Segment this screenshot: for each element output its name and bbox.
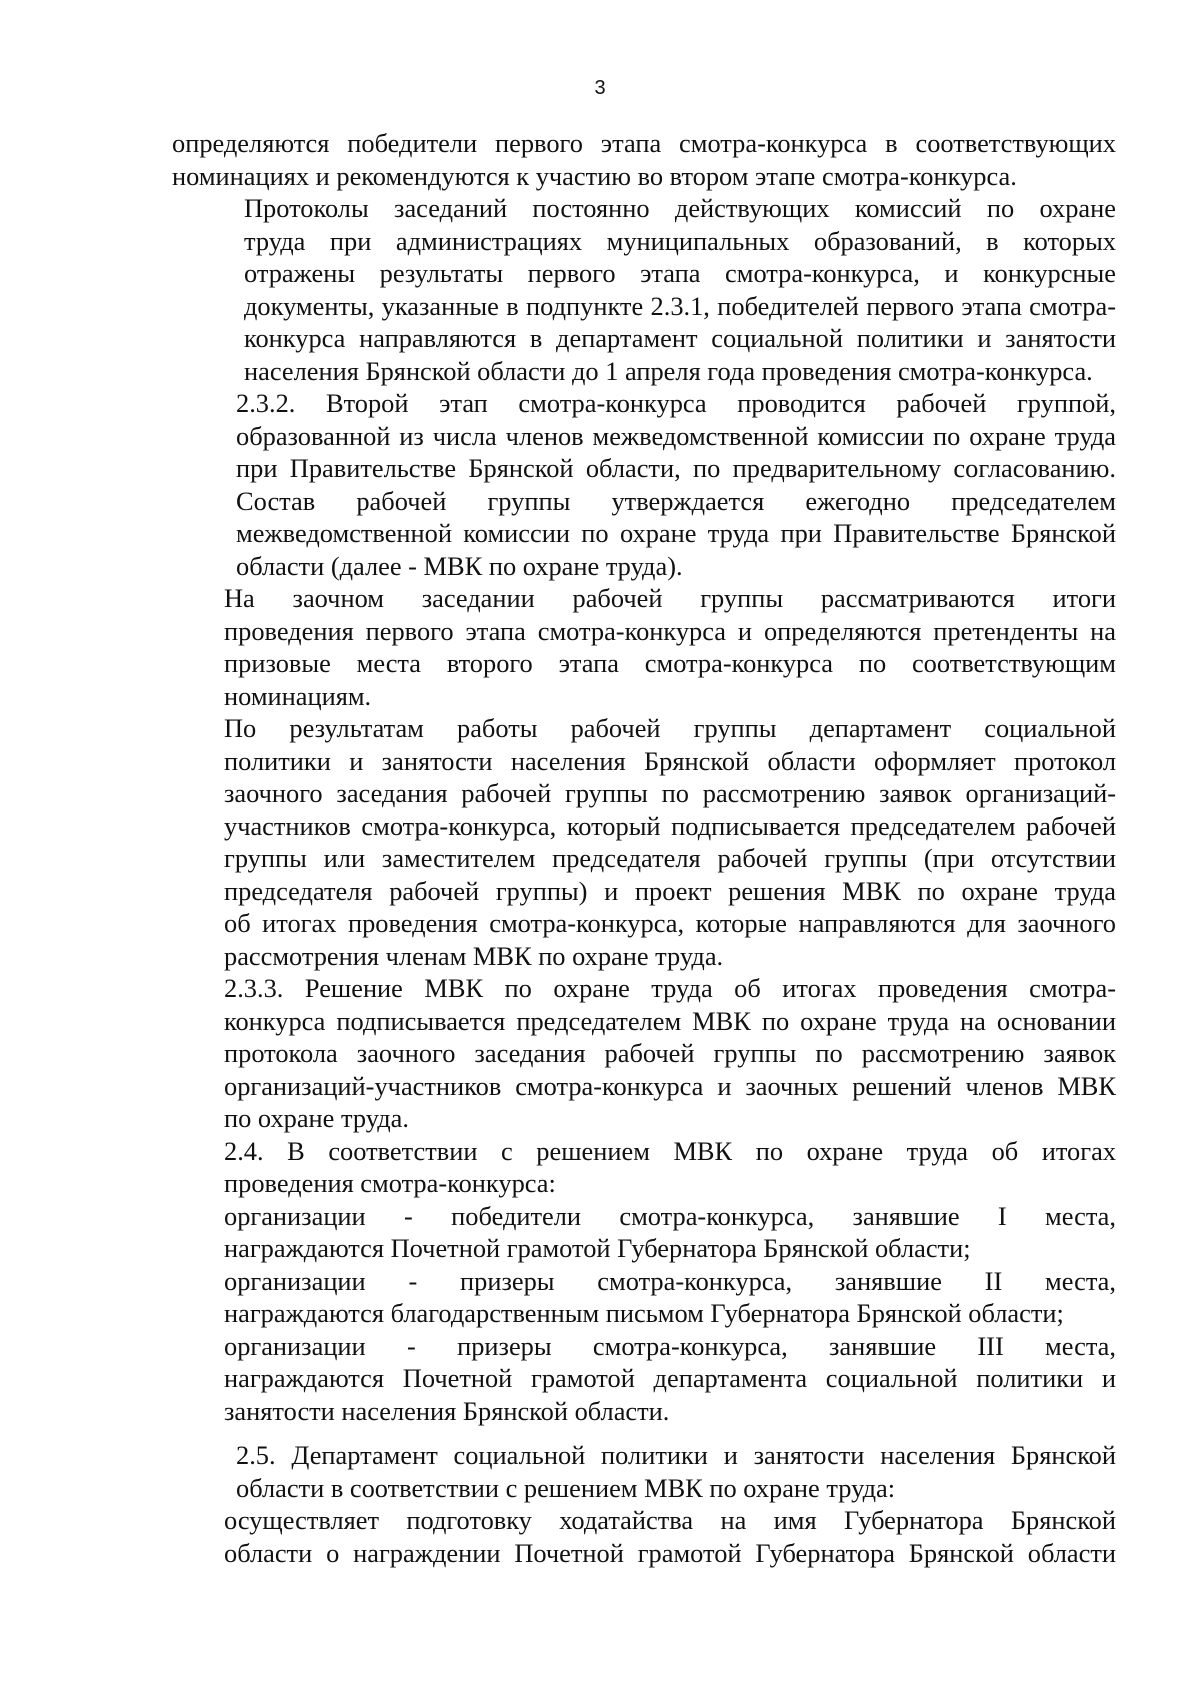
text-line: номинациям.	[224, 680, 372, 711]
text-line: об итогах проведения смотра-конкурса, которые направляются для заочного	[224, 908, 1116, 938]
text-line: проведения смотра-конкурса:	[224, 1168, 556, 1198]
text-line: заочного заседания рабочей группы по рассмотрению заявок организаций-	[224, 778, 1116, 808]
text-line: 2.5. Департамент социальной политики и занятости населения Брянской	[236, 1440, 1116, 1470]
text-line: награждаются благодарственным письмом Губернатора Брянской области;	[224, 1298, 1064, 1328]
text-line: группы или заместителем председателя рабочей группы (при отсутствии	[224, 843, 1116, 873]
text-line: 2.3.2. Второй этап смотра-конкурса проводится рабочей группой,	[236, 388, 1116, 418]
text-line: председателя рабочей группы) и проект решения МВК по охране труда	[224, 875, 1116, 906]
paragraph-remote-meeting	[172, 582, 1116, 712]
text-line: организации - призеры смотра-конкурса, занявшие II места,	[224, 1265, 1116, 1296]
text-line: конкурса направляются в департамент социальной политики и занятости	[244, 323, 1116, 353]
text-line: награждаются Почетной грамотой Губернатора Брянской области;	[224, 1233, 971, 1263]
text-line: участников смотра-конкурса, который подписывается председателем рабочей	[224, 810, 1116, 841]
text-line: награждаются Почетной грамотой департамента социальной политики и	[224, 1363, 1116, 1393]
text-line: организации - призеры смотра-конкурса, занявшие III места,	[224, 1330, 1116, 1361]
text-line: номинациях и рекомендуются к участию во втором этапе смотра-конкурса.	[172, 160, 1017, 191]
text-line: отражены результаты первого этапа смотра-конкурса, и конкурсные	[244, 258, 1116, 288]
paragraph-continuation	[172, 127, 1116, 192]
text-line: 2.4. В соответствии с решением МВК по охране труда об итогах	[224, 1135, 1116, 1166]
paragraph-working-group-results	[172, 712, 1116, 972]
paragraph-second-place	[172, 1265, 1116, 1330]
paragraph-2-3-3	[172, 972, 1116, 1135]
paragraph-first-place	[172, 1200, 1116, 1265]
paragraph-third-place	[172, 1330, 1116, 1428]
text-line: проведения первого этапа смотра-конкурса и определяются претенденты на	[224, 615, 1116, 646]
paragraph-petition	[172, 1504, 1116, 1569]
text-line: политики и занятости населения Брянской области оформляет протокол	[224, 745, 1116, 776]
text-line: Состав рабочей группы утверждается ежегодно председателем	[236, 485, 1116, 516]
text-line: труда при администрациях муниципальных образований, в которых	[244, 225, 1116, 256]
text-line: конкурса подписывается председателем МВК по охране труда на основании	[224, 1005, 1116, 1036]
text-line: по охране труда.	[224, 1103, 409, 1133]
text-line: документы, указанные в подпункте 2.3.1, победителей первого этапа смотра-	[244, 290, 1116, 321]
text-line: На заочном заседании рабочей группы рассматриваются итоги	[224, 583, 1116, 613]
paragraph-2-4	[172, 1135, 1116, 1200]
text-line: организаций-участников смотра-конкурса и заочных решений членов МВК	[224, 1070, 1116, 1101]
text-line: области в соответствии с решением МВК по охране труда:	[236, 1472, 896, 1503]
text-line: области (далее - МВК по охране труда).	[236, 550, 683, 581]
paragraph-protocols	[172, 192, 1116, 387]
text-line: рассмотрения членам МВК по охране труда.	[224, 940, 724, 971]
text-line: межведомственной комиссии по охране труда при Правительстве Брянской	[236, 518, 1116, 548]
text-line: По результатам работы рабочей группы департамент социальной	[224, 713, 1116, 743]
text-line: определяются победители первого этапа смотра-конкурса в соответствующих	[172, 128, 1116, 158]
text-line: протокола заочного заседания рабочей группы по рассмотрению заявок	[224, 1038, 1116, 1068]
text-line: организации - победители смотра-конкурса, занявшие I места,	[224, 1200, 1116, 1231]
text-line: образованной из числа членов межведомственной комиссии по охране труда	[236, 420, 1116, 451]
document-body	[172, 127, 1116, 1569]
paragraph-2-3-2	[172, 387, 1116, 582]
text-line: призовые места второго этапа смотра-конкурса по соответствующим	[224, 648, 1116, 678]
text-line: осуществляет подготовку ходатайства на имя Губернатора Брянской	[224, 1505, 1116, 1535]
text-line: занятости населения Брянской области.	[224, 1395, 670, 1426]
text-line: при Правительстве Брянской области, по предварительному согласованию.	[236, 453, 1116, 483]
text-line: Протоколы заседаний постоянно действующих комиссий по охране	[244, 193, 1116, 223]
paragraph-2-5	[172, 1439, 1116, 1504]
page-number: 3	[594, 77, 606, 99]
text-line: области о награждении Почетной грамотой Губернатора Брянской области	[224, 1537, 1116, 1568]
text-line: 2.3.3. Решение МВК по охране труда об итогах проведения смотра-	[224, 973, 1116, 1003]
text-line: населения Брянской области до 1 апреля года проведения смотра-конкурса.	[244, 355, 1093, 386]
